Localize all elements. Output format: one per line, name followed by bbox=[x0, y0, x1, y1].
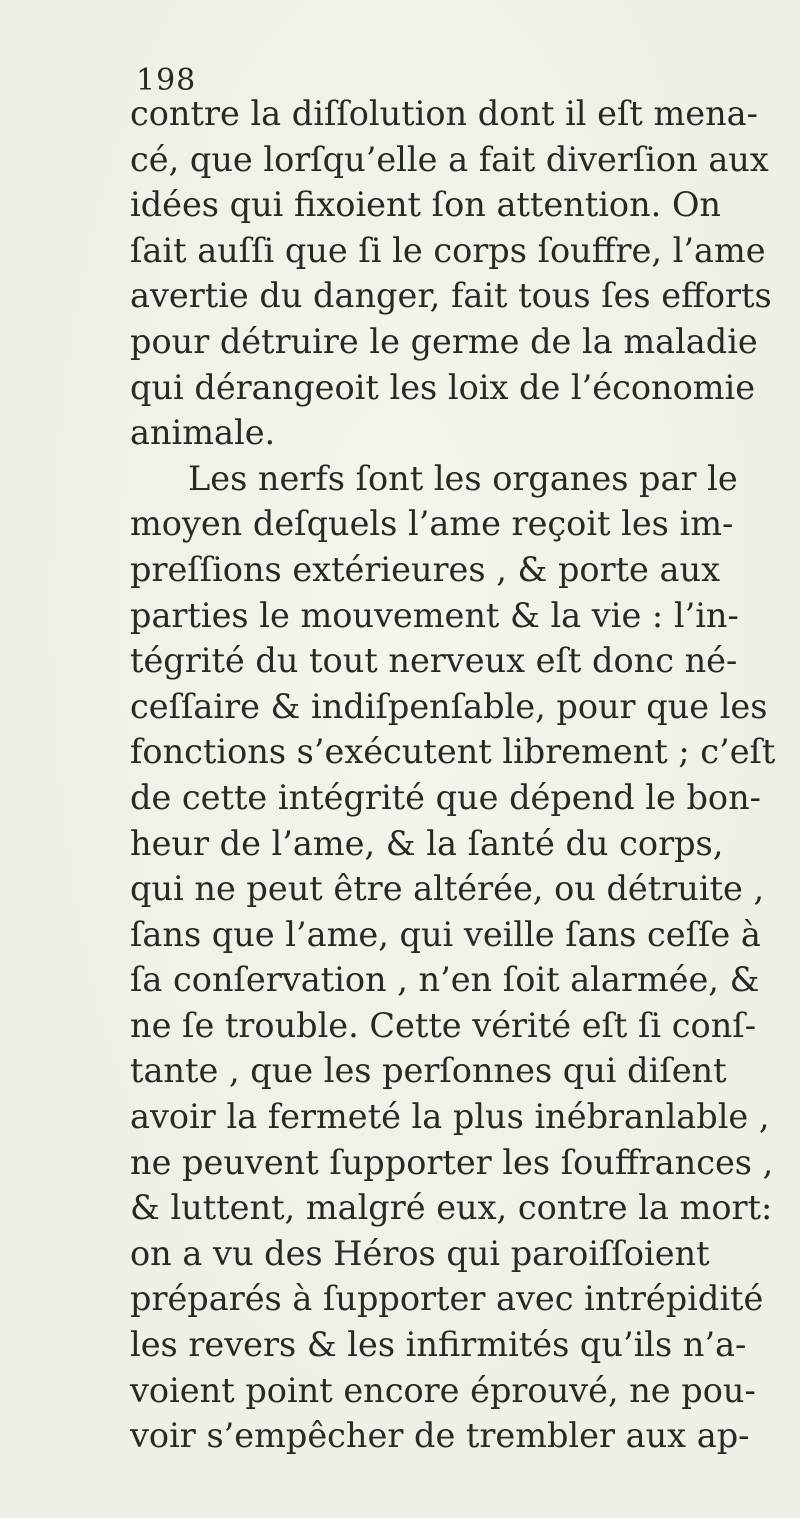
text-line: preſſions extérieures , & porte aux bbox=[130, 549, 720, 589]
text-line: idées qui fixoient ſon attention. On bbox=[130, 185, 722, 225]
text-line: fonctions s’exécutent librement ; c’eſt bbox=[130, 732, 776, 772]
text-line: ſait auſſi que ſi le corps ſouffre, l’ame bbox=[130, 230, 766, 270]
text-line: voir s’empêcher de trembler aux ap- bbox=[130, 1416, 750, 1456]
text-line: ne ſe trouble. Cette vérité eſt ſi conſ- bbox=[130, 1005, 757, 1045]
text-line: les revers & les infirmités qu’ils n’a- bbox=[130, 1325, 747, 1365]
text-line: ceſſaire & indiſpenſable, pour que les bbox=[130, 686, 768, 726]
text-line: & luttent, malgré eux, contre la mort: bbox=[130, 1188, 773, 1228]
text-line: cé, que lorſqu’elle a fait diverſion aux bbox=[130, 139, 769, 179]
text-line: avoir la fermeté la plus inébranlable , bbox=[130, 1097, 770, 1137]
text-line: qui dérangeoit les loix de l’économie bbox=[130, 367, 756, 407]
text-line: contre la diſſolution dont il eſt mena- bbox=[130, 94, 758, 133]
text-line: avertie du danger, fait tous ſes efforts bbox=[130, 276, 772, 316]
text-line: animale. bbox=[130, 413, 276, 453]
text-line: parties le mouvement & la vie : l’in- bbox=[130, 595, 739, 635]
text-line: ne peuvent ſupporter les ſouffrances , bbox=[130, 1142, 774, 1182]
text-line: préparés à ſupporter avec intrépidité bbox=[130, 1279, 764, 1319]
text-line: voient point encore éprouvé, ne pou- bbox=[130, 1370, 756, 1410]
text-line: on a vu des Héros qui paroiſſoient bbox=[130, 1233, 710, 1273]
text-line: ſans que l’ame, qui veille ſans ceſſe à bbox=[130, 914, 761, 954]
text-line: de cette intégrité que dépend le bon- bbox=[130, 777, 761, 817]
paragraph-start-line: Les nerfs ſont les organes par le bbox=[188, 458, 738, 498]
text-line: tégrité du tout nerveux eſt donc né- bbox=[130, 641, 738, 681]
text-line: heur de l’ame, & la ſanté du corps, bbox=[130, 823, 724, 863]
text-line: pour détruire le germe de la maladie bbox=[130, 321, 758, 361]
text-line: tante , que les perſonnes qui diſent bbox=[130, 1051, 727, 1091]
page-number: 198 bbox=[136, 63, 197, 98]
body-text bbox=[130, 91, 800, 1459]
text-line: moyen deſquels l’ame reçoit les im- bbox=[130, 504, 734, 544]
text-line: ſa conſervation , n’en ſoit alarmée, & bbox=[130, 960, 760, 1000]
text-line: qui ne peut être altérée, ou détruite , bbox=[130, 869, 765, 909]
